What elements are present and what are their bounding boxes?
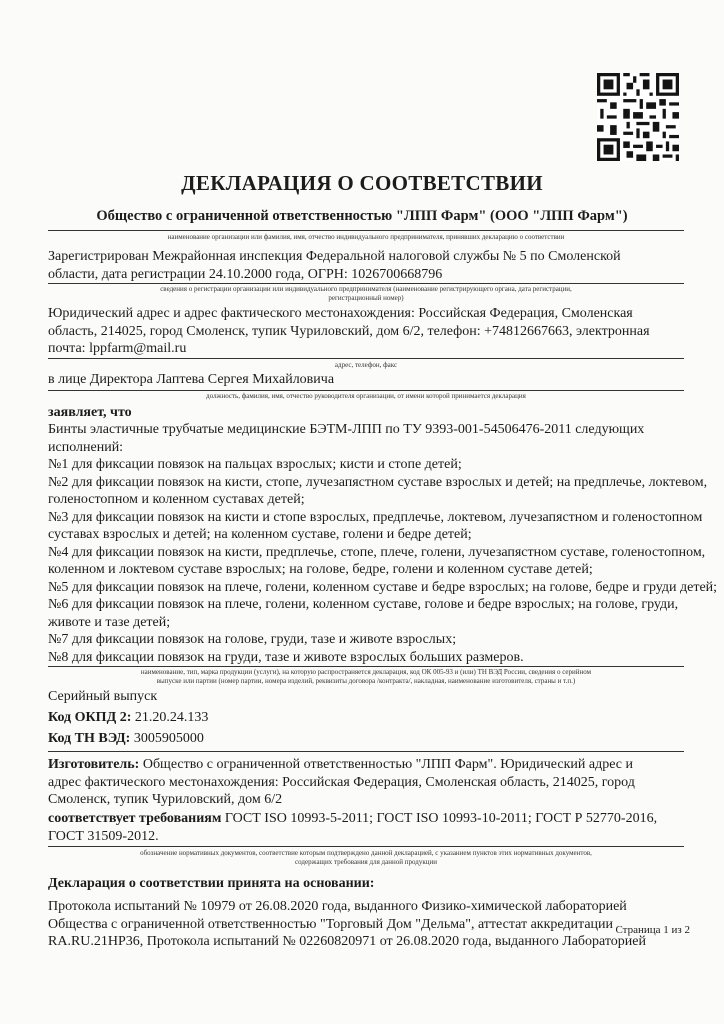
product-line: №7 для фиксации повязок на голове, груди, тазе и животе взрослых; bbox=[48, 632, 457, 647]
product-line: №5 для фиксации повязок на плече, голени, коленном суставе и бедре взрослых; на голове, бедре и груди детей; bbox=[48, 579, 718, 595]
manufacturer-block bbox=[48, 756, 688, 809]
address-line: область, 214025, город Смоленск, тупик Чуриловский, дом 6/2, телефон: +74812667663, электронная bbox=[48, 323, 650, 339]
manufacturer-label: Изготовитель: bbox=[48, 757, 140, 772]
product-line: №2 для фиксации повязок на кисти, стопе, лучезапястном суставе взрослых и детей; на предплечье, локтевом, bbox=[48, 474, 708, 490]
representative: в лице Директора Лаптева Сергея Михайловича bbox=[48, 372, 335, 387]
basis-block bbox=[48, 898, 688, 951]
product-line: голеностопном и коленном суставах детей; bbox=[48, 492, 305, 507]
declares-heading: заявляет, что bbox=[48, 405, 132, 420]
registration-line: области, дата регистрации 24.10.2000 года, ОГРН: 1026700668796 bbox=[48, 266, 443, 282]
product-line: Бинты эластичные трубчатые медицинские БЭТМ-ЛПП по ТУ 9393-001-54506476-2011 следующих bbox=[48, 422, 645, 437]
divider bbox=[48, 751, 684, 752]
divider bbox=[48, 230, 684, 231]
okpd-value: 21.20.24.133 bbox=[134, 710, 209, 725]
tnved-label: Код ТН ВЭД: bbox=[48, 731, 131, 746]
product-line: №1 для фиксации повязок на пальцах взрослых; кисти и стопе детей; bbox=[48, 457, 462, 472]
registration-caption: сведения о регистрации организации или индивидуального предпринимателя (наименование регистрирующего органа, дата регистрации, bbox=[160, 285, 572, 293]
document-title: ДЕКЛАРАЦИЯ О СООТВЕТСТВИИ bbox=[181, 171, 543, 195]
product-line: №6 для фиксации повязок на плече, голени, коленном суставе, голове и бедре взрослых; на голове, груди, bbox=[48, 597, 679, 612]
basis-heading: Декларация о соответствии принята на основании: bbox=[48, 876, 375, 891]
basis-line: Общества с ограниченной ответственностью "Торговый Дом "Дельма", аттестат аккредитации bbox=[48, 916, 614, 932]
manufacturer-line: адрес фактического местонахождения: Российская Федерация, Смоленская область, 214025, город bbox=[48, 774, 635, 790]
standards-line: ГОСТ ISO 10993-5-2011; ГОСТ ISO 10993-10-2011; ГОСТ Р 52770-2016, bbox=[221, 811, 658, 826]
divider bbox=[48, 283, 684, 284]
address-line: почта: lppfarm@mail.ru bbox=[48, 341, 187, 356]
page-number: Страница 1 из 2 bbox=[615, 924, 690, 936]
product-caption: выпуске или партии (номер партии, номера изделий, реквизиты договора /контракта/, накладная, наименование изготовителя, страны и т.п.) bbox=[156, 677, 576, 685]
standards-block bbox=[48, 810, 688, 845]
registration-caption: регистрационный номер) bbox=[328, 294, 404, 302]
registration-line: Зарегистрирован Межрайонная инспекция Федеральной налоговой службы № 5 по Смоленской bbox=[48, 249, 621, 264]
standards-caption: обозначение нормативных документов, соответствие которым подтверждено данной декларацией, с указанием пунктов этих нормативных документов, bbox=[140, 849, 592, 857]
basis-line: Протокола испытаний № 10979 от 26.08.2020 года, выданного Физико-химической лабораторией bbox=[48, 899, 627, 914]
registration-block bbox=[48, 248, 688, 283]
basis-line: RA.RU.21HP36, Протокола испытаний № 02260820971 от 26.08.2020 года, выданного Лабораторией bbox=[48, 934, 647, 949]
organization-name: Общество с ограниченной ответственностью "ЛПП Фарм" (ООО "ЛПП Фарм") bbox=[96, 208, 628, 224]
divider bbox=[48, 358, 684, 359]
product-caption: наименование, тип, марка продукции (услуги), на которую распространяется декларация, код ОК 005-93 и (или) ТН ВЭД России, сведения о серийном bbox=[140, 668, 592, 676]
divider bbox=[48, 666, 684, 667]
product-line: животе и тазе детей; bbox=[48, 614, 171, 630]
divider bbox=[48, 390, 684, 391]
product-line: коленном и локтевом суставе взрослых; на голове, бедре, голени и коленном суставе детей; bbox=[48, 562, 593, 577]
okpd-code bbox=[48, 710, 208, 726]
product-line: №4 для фиксации повязок на кисти, предплечье, стопе, плече, голени, лучезапястном суставе, голеностопном, bbox=[48, 544, 706, 560]
standards-line: ГОСТ 31509-2012. bbox=[48, 828, 159, 844]
product-block bbox=[48, 421, 718, 666]
standards-label: соответствует требованиям bbox=[48, 811, 222, 826]
product-line: №8 для фиксации повязок на груди, тазе и животе взрослых больших размеров. bbox=[48, 649, 524, 665]
product-line: суставах взрослых и детей; на коленном суставе, голени и бедре детей; bbox=[48, 527, 472, 542]
okpd-label: Код ОКПД 2: bbox=[48, 710, 132, 725]
address-caption: адрес, телефон, факс bbox=[334, 361, 398, 369]
product-line: исполнений: bbox=[48, 439, 124, 455]
serial-release: Серийный выпуск bbox=[48, 689, 158, 704]
tnved-code bbox=[48, 731, 204, 747]
qr-code-icon bbox=[597, 73, 679, 161]
tnved-value: 3005905000 bbox=[133, 731, 204, 746]
manufacturer-line: Общество с ограниченной ответственностью "ЛПП Фарм". Юридический адрес и bbox=[139, 757, 633, 772]
divider bbox=[48, 846, 684, 847]
product-line: №3 для фиксации повязок на кисти и стопе взрослых, предплечье, локтевом, лучезапястном и голеностопном bbox=[48, 509, 703, 525]
address-line: Юридический адрес и адрес фактического местонахождения: Российская Федерация, Смоленская bbox=[48, 306, 633, 321]
address-block bbox=[48, 305, 688, 358]
representative-caption: должность, фамилия, имя, отчество руководителя организации, от имени которой принимается декларация bbox=[206, 392, 526, 400]
organization-caption: наименование организации или фамилия, имя, отчество индивидуального предпринимателя, принявших декларацию о соответствии bbox=[167, 233, 565, 241]
standards-caption: содержащих требования для данной продукции bbox=[295, 858, 437, 866]
manufacturer-line: Смоленск, тупик Чуриловский, дом 6/2 bbox=[48, 792, 283, 807]
